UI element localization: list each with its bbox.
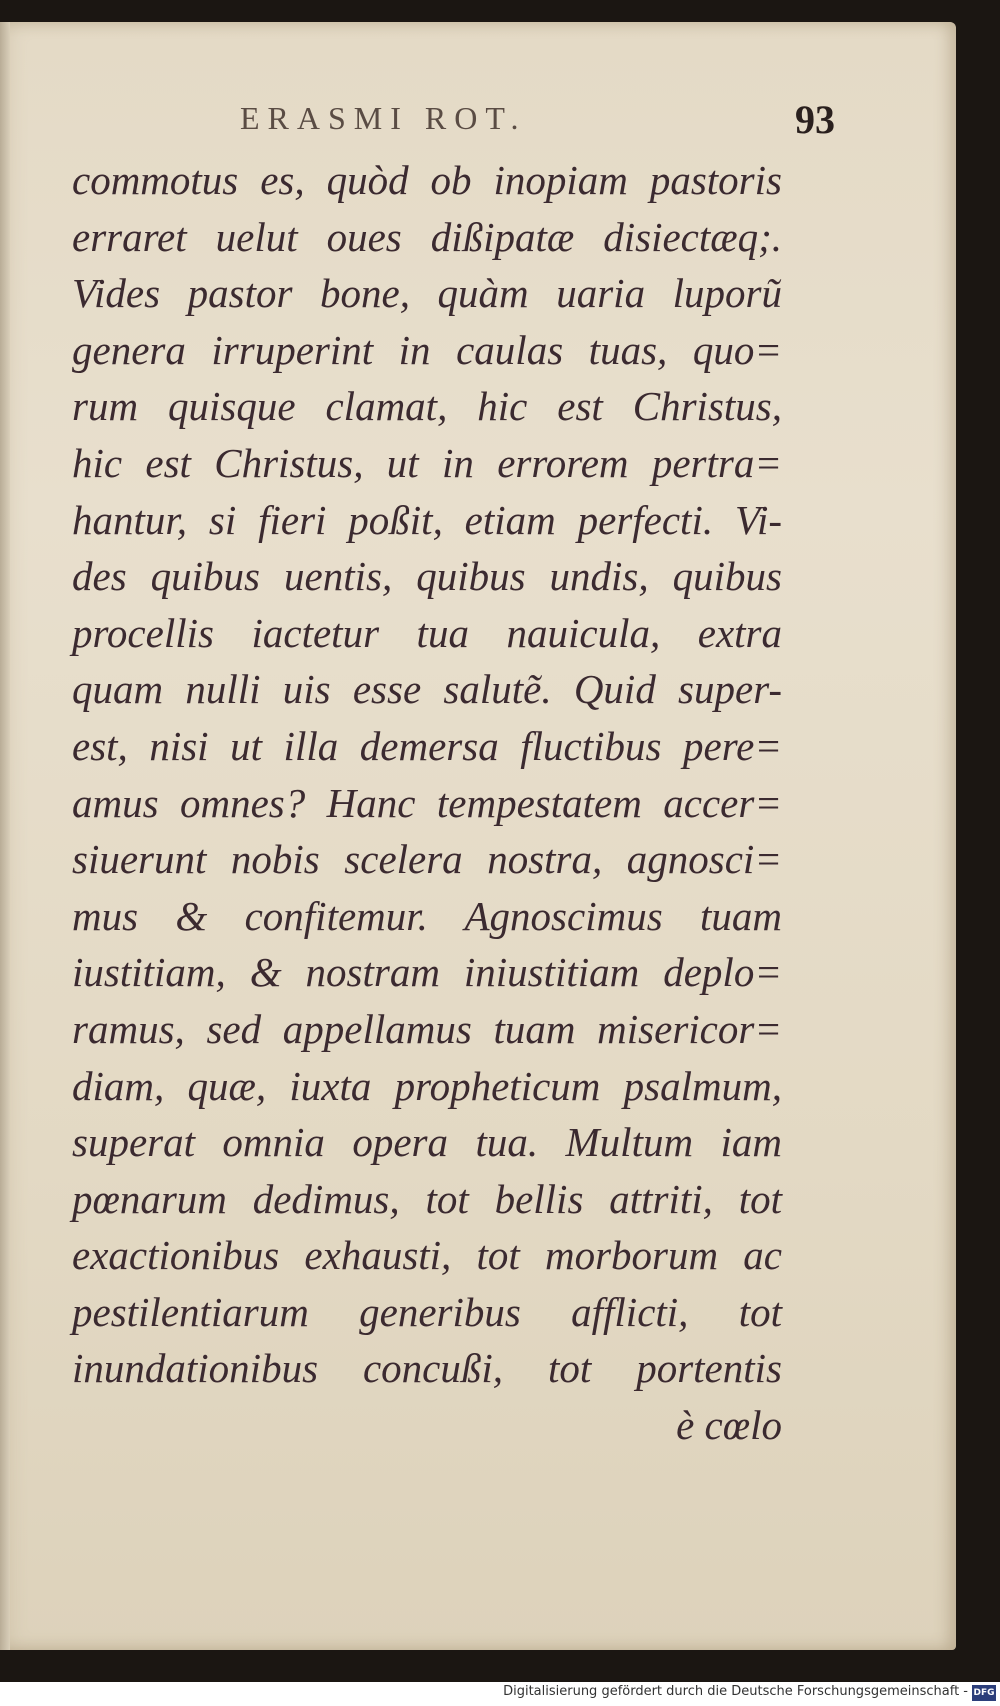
text-line: mus & confitemur. Agnoscimus tuam [72, 892, 782, 939]
text-line: iustitiam, & nostram iniustitiam deplo= [72, 949, 782, 996]
text-line: rum quisque clamat, hic est Christus, [72, 383, 782, 430]
text-line: genera irruperint in caulas tuas, quo= [72, 326, 782, 373]
text-line: hic est Christus, ut in errorem pertra= [72, 439, 782, 486]
footer-bar [0, 1682, 1000, 1706]
text-line: commotus es, quòd ob inopiam pastoris [72, 157, 782, 203]
text-line: inundationibus concußi, tot portentis [72, 1345, 782, 1392]
page-gutter-edge [0, 22, 10, 1650]
text-line: des quibus uentis, quibus undis, quibus [72, 553, 782, 600]
text-line: est, nisi ut illa demersa fluctibus pere= [72, 722, 782, 769]
dfg-logo: DFG [972, 1685, 996, 1701]
text-line: hantur, si fieri poßit, etiam perfecti. Vi- [72, 496, 782, 543]
text-line: ramus, sed appellamus tuam misericor= [72, 1005, 782, 1052]
funding-credit: Digitalisierung gefördert durch die Deutsche Forschungsgemeinschaft - [503, 1684, 968, 1699]
text-line: procellis iactetur tua nauicula, extra [72, 609, 782, 656]
text-line: quam nulli uis esse salutẽ. Quid super- [72, 666, 782, 713]
page-number: 93 [795, 97, 835, 142]
running-head: ERASMI ROT. [240, 100, 527, 136]
text-line: Vides pastor bone, quàm uaria luporũ [72, 270, 782, 317]
text-line: diam, quæ, iuxta propheticum psalmum, [72, 1062, 782, 1109]
catchword: è cœlo [676, 1402, 782, 1449]
text-line: pœnarum dedimus, tot bellis attriti, tot [72, 1175, 782, 1222]
text-line: pestilentiarum generibus afflicti, tot [72, 1288, 782, 1335]
text-line: siuerunt nobis scelera nostra, agnosci= [72, 836, 782, 883]
text-line: amus omnes? Hanc tempestatem accer= [72, 779, 782, 826]
text-line: exactionibus exhausti, tot morborum ac [72, 1232, 782, 1279]
text-line: superat omnia opera tua. Multum iam [72, 1119, 782, 1166]
text-line: erraret uelut oues dißipatæ disiectæq;. [72, 213, 782, 260]
text-block [72, 152, 782, 1454]
